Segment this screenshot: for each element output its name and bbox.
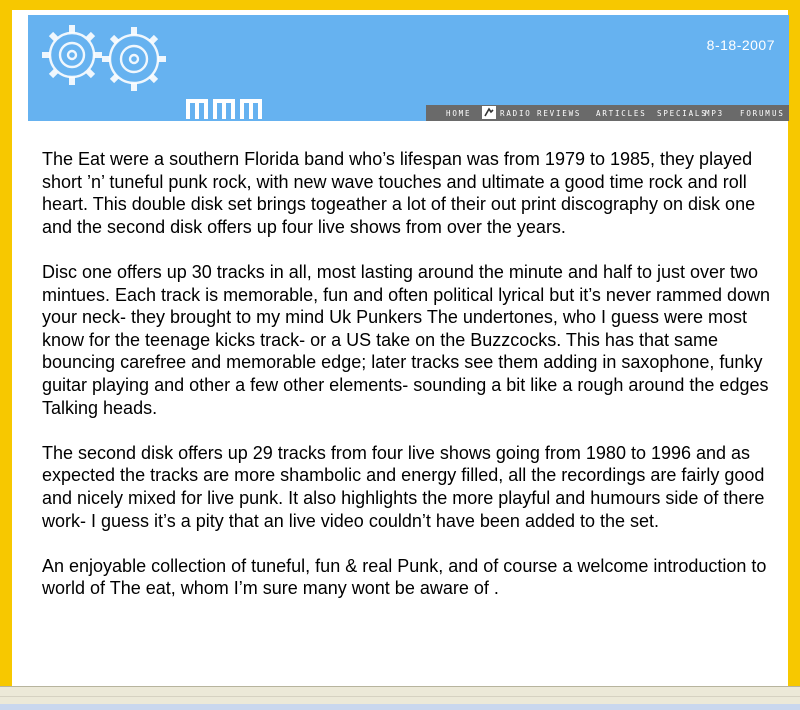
page-panel [12, 10, 788, 686]
article-paragraph: Disc one offers up 30 tracks in all, most lasting around the minute and half to just over two mintues. Each track is memorable, fun and often political lyrical but it’s never rammed down your neck- they brought to my mind Uk Punkers The undertones, who I guess were most know for the teenage kicks track- or a US take on the Buzzcocks. This has that same bouncing carefree and memorable edge; later tracks see them adding in saxophone, funky guitar playing and other a few other elements- sounding a bit like a rough around the edges Talking heads. [42, 261, 770, 418]
nav-home[interactable]: HOME [446, 109, 472, 118]
nav-specials[interactable]: SPECIALS [657, 109, 708, 118]
article-paragraph: The Eat were a southern Florida band who’s lifespan was from 1979 to 1985, they played short ’n’ tuneful punk rock, with new wave touches and ultimate a good time rock and roll heart. This double disk set brings togeather a lot of their out print discography on disk one and the second disk offers up four live shows from over the years. [42, 149, 756, 237]
horizontal-scrollbar[interactable] [0, 704, 800, 710]
radio-icon[interactable] [482, 106, 496, 119]
nav-forum[interactable]: FORUM [740, 109, 772, 118]
nav-radio[interactable]: RADIO [500, 109, 532, 118]
nav-bar [426, 105, 789, 121]
divider [0, 686, 800, 687]
window-bottom-strip [0, 686, 800, 710]
nav-reviews[interactable]: REVIEWS [537, 109, 582, 118]
date-label: 8-18-2007 [706, 37, 775, 53]
article-paragraph: The second disk offers up 29 tracks from four live shows going from 1980 to 1996 and as expected the tracks are more shambolic and energy filled, all the recordings are fairly good and nicely mixed for live punk. It also highlights the more playful and humours side of there work- I guess it’s a pity that an live video couldn’t have been added to the set. [42, 442, 765, 531]
nav-mp3[interactable]: MP3 [705, 109, 724, 118]
gears-logo-icon [34, 15, 194, 105]
site-header [28, 15, 789, 121]
site-logo-icon [186, 97, 266, 119]
nav-us[interactable]: US [772, 109, 785, 118]
article-paragraph: An enjoyable collection of tuneful, fun & real Punk, and of course a welcome introduction to world of The eat, whom I’m sure many wont be aware of . [42, 555, 767, 599]
review-article [42, 148, 777, 622]
nav-articles[interactable]: ARTICLES [596, 109, 647, 118]
divider [0, 696, 800, 697]
